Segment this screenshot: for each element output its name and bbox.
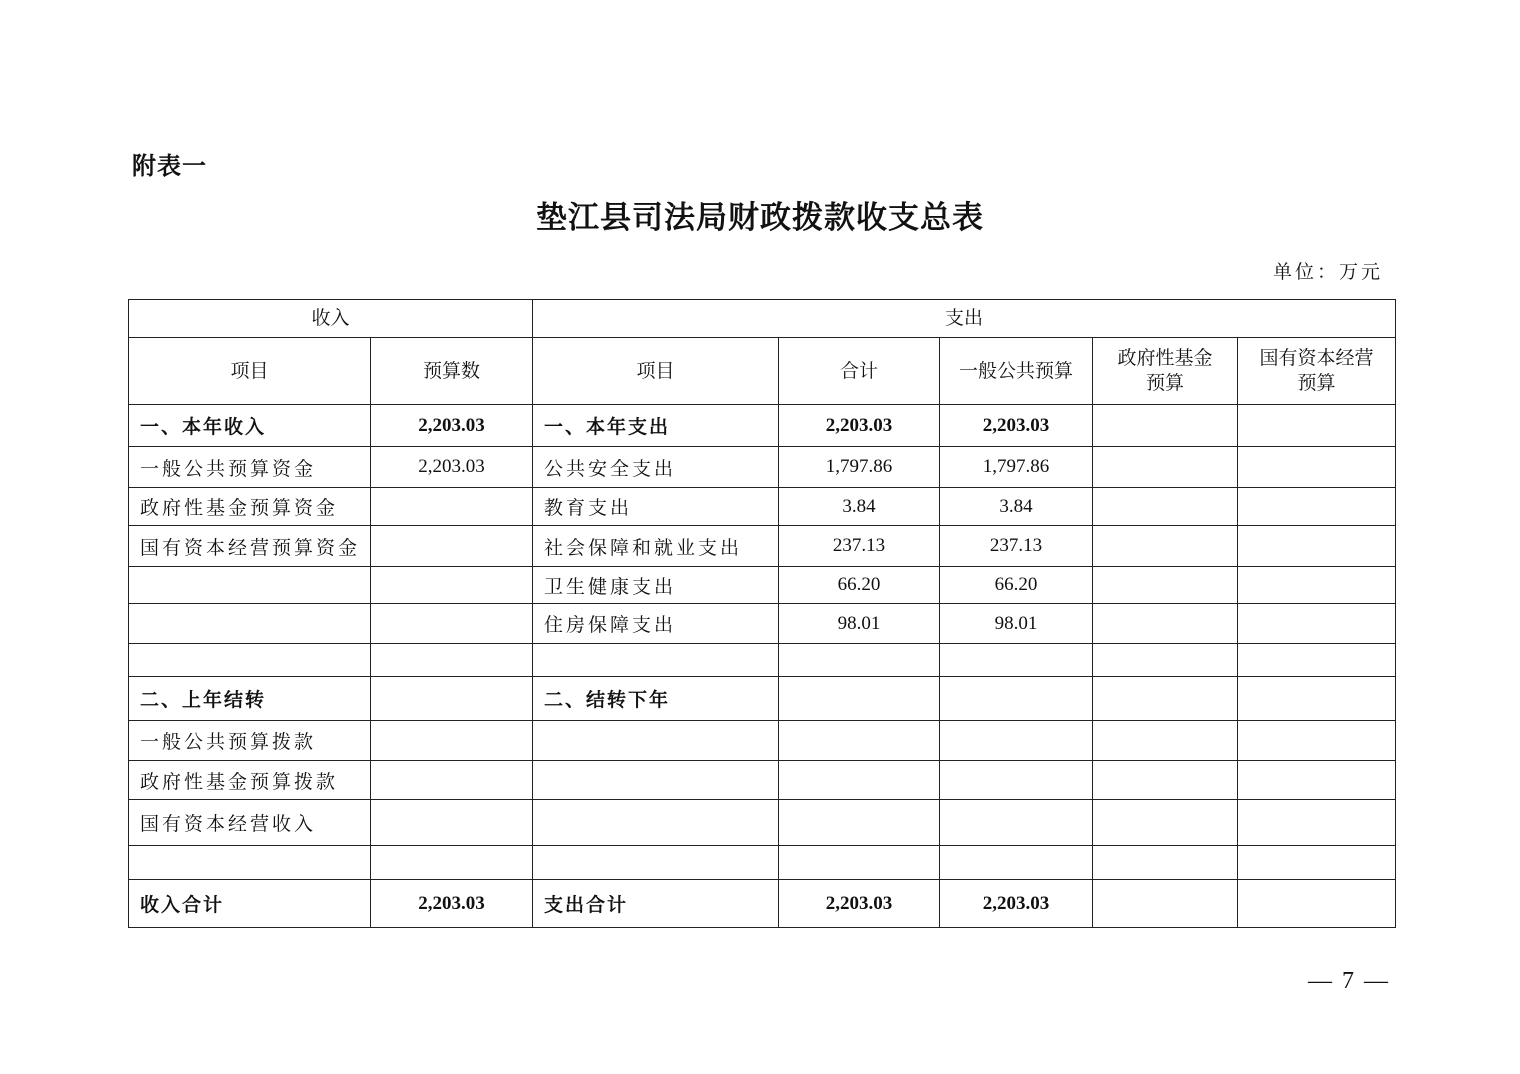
income-value-cell: 2,203.03 bbox=[371, 447, 533, 488]
table-row bbox=[129, 761, 1396, 800]
expenditure-item-cell: 公共安全支出 bbox=[533, 447, 779, 488]
total-cell bbox=[779, 677, 940, 721]
income-item-cell: 国有资本经营收入 bbox=[129, 800, 371, 846]
document-title: 垫江县司法局财政拨款收支总表 bbox=[536, 200, 984, 236]
table-row bbox=[129, 488, 1396, 526]
general-public-cell: 1,797.86 bbox=[940, 447, 1093, 488]
income-value-cell bbox=[371, 761, 533, 800]
income-item-cell: 政府性基金预算资金 bbox=[129, 488, 371, 526]
table-row bbox=[129, 526, 1396, 567]
state-capital-cell bbox=[1238, 644, 1396, 677]
expenditure-item-cell bbox=[533, 644, 779, 677]
total-cell: 98.01 bbox=[779, 604, 940, 644]
total-cell: 2,203.03 bbox=[779, 880, 940, 928]
expenditure-item-cell bbox=[533, 721, 779, 761]
income-item-cell bbox=[129, 846, 371, 880]
gov-fund-cell bbox=[1093, 677, 1238, 721]
income-item-cell bbox=[129, 567, 371, 604]
income-value-cell: 2,203.03 bbox=[371, 405, 533, 447]
income-value-cell bbox=[371, 567, 533, 604]
general-public-cell: 237.13 bbox=[940, 526, 1093, 567]
general-public-cell bbox=[940, 846, 1093, 880]
income-value-cell bbox=[371, 800, 533, 846]
gov-fund-cell bbox=[1093, 721, 1238, 761]
gov-fund-cell bbox=[1093, 447, 1238, 488]
gov-fund-cell bbox=[1093, 405, 1238, 447]
general-public-cell: 98.01 bbox=[940, 604, 1093, 644]
table-row bbox=[129, 604, 1396, 644]
general-public-cell: 3.84 bbox=[940, 488, 1093, 526]
income-value-cell bbox=[371, 604, 533, 644]
expenditure-item-cell: 卫生健康支出 bbox=[533, 567, 779, 604]
total-cell bbox=[779, 800, 940, 846]
income-item-cell: 二、上年结转 bbox=[129, 677, 371, 721]
table-row bbox=[129, 721, 1396, 761]
general-public-cell: 66.20 bbox=[940, 567, 1093, 604]
income-item-header: 项目 bbox=[129, 338, 371, 405]
total-header: 合计 bbox=[779, 338, 940, 405]
general-public-cell bbox=[940, 644, 1093, 677]
state-capital-cell bbox=[1238, 721, 1396, 761]
expenditure-item-cell: 支出合计 bbox=[533, 880, 779, 928]
table-row bbox=[129, 644, 1396, 677]
income-group-header: 收入 bbox=[129, 300, 533, 338]
gov-fund-cell bbox=[1093, 800, 1238, 846]
income-item-cell: 一、本年收入 bbox=[129, 405, 371, 447]
income-value-cell bbox=[371, 677, 533, 721]
table-row bbox=[129, 800, 1396, 846]
expenditure-group-header: 支出 bbox=[533, 300, 1396, 338]
general-public-budget-header: 一般公共预算 bbox=[940, 338, 1093, 405]
state-capital-cell bbox=[1238, 526, 1396, 567]
expenditure-item-header: 项目 bbox=[533, 338, 779, 405]
gov-fund-budget-header: 政府性基金预算 bbox=[1093, 338, 1238, 405]
income-item-cell: 国有资本经营预算资金 bbox=[129, 526, 371, 567]
gov-fund-cell bbox=[1093, 846, 1238, 880]
state-capital-cell bbox=[1238, 405, 1396, 447]
total-cell: 3.84 bbox=[779, 488, 940, 526]
gov-fund-cell bbox=[1093, 644, 1238, 677]
state-capital-cell bbox=[1238, 761, 1396, 800]
gov-fund-cell bbox=[1093, 488, 1238, 526]
annex-label: 附表一 bbox=[132, 152, 207, 180]
gov-fund-cell bbox=[1093, 761, 1238, 800]
expenditure-item-cell bbox=[533, 800, 779, 846]
income-value-cell bbox=[371, 721, 533, 761]
table-row bbox=[129, 567, 1396, 604]
state-capital-cell bbox=[1238, 800, 1396, 846]
table-row bbox=[129, 405, 1396, 447]
total-cell bbox=[779, 846, 940, 880]
expenditure-item-cell: 住房保障支出 bbox=[533, 604, 779, 644]
total-cell bbox=[779, 721, 940, 761]
table-body bbox=[129, 405, 1396, 928]
expenditure-item-cell: 教育支出 bbox=[533, 488, 779, 526]
income-value-cell bbox=[371, 488, 533, 526]
state-capital-cell bbox=[1238, 677, 1396, 721]
gov-fund-cell bbox=[1093, 567, 1238, 604]
total-cell: 1,797.86 bbox=[779, 447, 940, 488]
unit-label: 单位：万元 bbox=[1272, 261, 1383, 283]
total-cell: 237.13 bbox=[779, 526, 940, 567]
state-capital-cell bbox=[1238, 604, 1396, 644]
income-value-cell: 2,203.03 bbox=[371, 880, 533, 928]
expenditure-item-cell bbox=[533, 761, 779, 800]
income-value-cell bbox=[371, 526, 533, 567]
column-header-row bbox=[129, 338, 1396, 405]
income-item-cell bbox=[129, 644, 371, 677]
income-item-cell bbox=[129, 604, 371, 644]
table-row bbox=[129, 880, 1396, 928]
expenditure-item-cell: 社会保障和就业支出 bbox=[533, 526, 779, 567]
income-item-cell: 一般公共预算拨款 bbox=[129, 721, 371, 761]
expenditure-item-cell: 一、本年支出 bbox=[533, 405, 779, 447]
general-public-cell bbox=[940, 721, 1093, 761]
general-public-cell: 2,203.03 bbox=[940, 405, 1093, 447]
expenditure-item-cell bbox=[533, 846, 779, 880]
table-row bbox=[129, 447, 1396, 488]
state-capital-cell bbox=[1238, 846, 1396, 880]
state-capital-cell bbox=[1238, 880, 1396, 928]
expenditure-item-cell: 二、结转下年 bbox=[533, 677, 779, 721]
gov-fund-cell bbox=[1093, 604, 1238, 644]
budget-summary-table bbox=[128, 299, 1396, 928]
table-row bbox=[129, 846, 1396, 880]
income-item-cell: 一般公共预算资金 bbox=[129, 447, 371, 488]
page-number: — 7 — bbox=[1308, 968, 1390, 994]
state-capital-cell bbox=[1238, 488, 1396, 526]
income-value-cell bbox=[371, 846, 533, 880]
gov-fund-cell bbox=[1093, 880, 1238, 928]
income-item-cell: 政府性基金预算拨款 bbox=[129, 761, 371, 800]
general-public-cell bbox=[940, 800, 1093, 846]
state-capital-budget-header: 国有资本经营预算 bbox=[1238, 338, 1396, 405]
state-capital-cell bbox=[1238, 567, 1396, 604]
income-item-cell: 收入合计 bbox=[129, 880, 371, 928]
group-header-row bbox=[129, 300, 1396, 338]
general-public-cell bbox=[940, 677, 1093, 721]
general-public-cell bbox=[940, 761, 1093, 800]
total-cell: 66.20 bbox=[779, 567, 940, 604]
income-budget-header: 预算数 bbox=[371, 338, 533, 405]
state-capital-cell bbox=[1238, 447, 1396, 488]
total-cell bbox=[779, 761, 940, 800]
total-cell bbox=[779, 644, 940, 677]
total-cell: 2,203.03 bbox=[779, 405, 940, 447]
general-public-cell: 2,203.03 bbox=[940, 880, 1093, 928]
income-value-cell bbox=[371, 644, 533, 677]
table-row bbox=[129, 677, 1396, 721]
gov-fund-cell bbox=[1093, 526, 1238, 567]
